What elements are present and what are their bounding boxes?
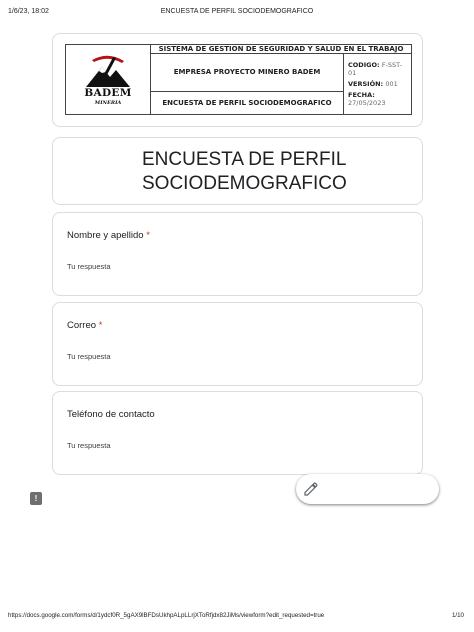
document-header-table [65,44,412,115]
logo-text: BADEM [84,87,132,99]
question-card-telefono [52,391,423,475]
codigo-label: CODIGO: [348,61,380,69]
page-number: 1/10 [451,612,464,619]
logo-subtext: MINERIA [94,100,122,106]
form-title-line2: SOCIODEMOGRAFICO [142,173,347,194]
fecha-label: FECHA: [348,91,375,99]
question-text: Nombre y apellido [67,230,144,241]
codigo-value: F-SST-01 [348,61,402,77]
fecha-row [348,91,408,107]
question-label [67,409,155,420]
form-title-card [52,137,423,205]
print-datetime: 1/6/23, 18:02 [8,8,49,15]
nombre-answer-input[interactable]: Tu respuesta [67,262,111,271]
version-value: 001 [385,80,398,88]
question-text: Teléfono de contacto [67,409,155,420]
version-row [348,80,408,88]
question-card-correo [52,302,423,386]
document-name: ENCUESTA DE PERFIL SOCIODEMOGRAFICO [151,91,344,115]
question-label [67,320,102,331]
correo-answer-input[interactable]: Tu respuesta [67,352,111,361]
required-asterisk: * [146,230,150,241]
report-abuse-button[interactable]: ! [30,492,42,505]
question-label [67,230,150,241]
document-meta [344,54,412,115]
form-title-line1: ENCUESTA DE PERFIL [142,149,347,170]
company-name: EMPRESA PROYECTO MINERO BADEM [151,54,344,92]
pencil-icon [303,481,319,497]
question-text: Correo [67,320,97,331]
logo-cell [66,45,151,115]
header-image-card [52,33,423,127]
codigo-row [348,61,408,77]
version-label: VERSIÓN: [348,80,384,88]
form-title [142,148,402,196]
telefono-answer-input[interactable]: Tu respuesta [67,441,111,450]
print-title: ENCUESTA DE PERFIL SOCIODEMOGRAFICO [160,8,314,15]
print-url: https://docs.google.com/forms/d/1ydcf0R_5gAX9lBFDsUkhpALpLLrjXToRfjdx82JiMs/viewform?edit_requested=true [8,612,325,619]
edit-form-button[interactable] [296,474,439,504]
badem-logo [66,45,150,114]
pickaxe-mountain-icon [80,51,136,89]
question-card-nombre [52,212,423,296]
system-title: SISTEMA DE GESTION DE SEGURIDAD Y SALUD EN EL TRABAJO [151,45,412,54]
fecha-value: 27/05/2023 [348,99,386,107]
required-asterisk: * [98,320,103,331]
